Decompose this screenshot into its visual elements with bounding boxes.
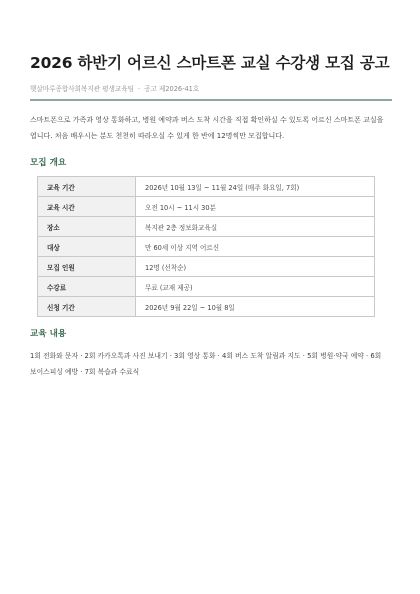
table-label: 모집 인원 xyxy=(38,257,136,277)
table-row xyxy=(38,217,375,237)
intro-paragraph: 스마트폰으로 가족과 영상 통화하고, 병원 예약과 버스 도착 시간을 직접 확인하실 수 있도록 어르신 스마트폰 교실을 엽니다. 처음 배우시는 분도 천천히 따라오실 수 있게 한 반에 12명씩만 모집합니다. xyxy=(30,116,384,140)
table-row xyxy=(38,197,375,217)
curriculum-text: 1회 전화와 문자 · 2회 카카오톡과 사진 보내기 · 3회 영상 통화 · 4회 버스 도착 알림과 지도 · 5회 병원·약국 예약 · 6회 보이스피싱 예방 · 7회 복습과 수료식 xyxy=(30,352,382,376)
page-title: 2026 하반기 어르신 스마트폰 교실 수강생 모집 공고 xyxy=(30,54,390,72)
table-value: 2026년 9월 22일 ~ 10월 8일 xyxy=(136,297,375,317)
notice-meta xyxy=(30,83,199,93)
table-row xyxy=(38,277,375,297)
curriculum-heading: 교육 내용 xyxy=(30,329,67,339)
table-value: 12명 (선착순) xyxy=(136,257,375,277)
table-row xyxy=(38,237,375,257)
table-label: 대상 xyxy=(38,237,136,257)
table-value: 오전 10시 ~ 11시 30분 xyxy=(136,197,375,217)
table-value: 무료 (교재 제공) xyxy=(136,277,375,297)
table-value: 2026년 10월 13일 ~ 11월 24일 (매주 화요일, 7회) xyxy=(136,177,375,197)
table-value: 만 60세 이상 지역 어르신 xyxy=(136,237,375,257)
table-row xyxy=(38,177,375,197)
table-label: 장소 xyxy=(38,217,136,237)
table-row xyxy=(38,257,375,277)
recruitment-table xyxy=(37,176,375,317)
table-label: 수강료 xyxy=(38,277,136,297)
table-row xyxy=(38,297,375,317)
table-value: 복지관 2층 정보화교육실 xyxy=(136,217,375,237)
header-divider xyxy=(30,99,392,101)
issuer-text: 햇살마루종합사회복지관 평생교육팀 xyxy=(30,85,135,93)
recruitment-heading: 모집 개요 xyxy=(30,158,67,168)
meta-separator: · xyxy=(138,85,141,93)
table-label: 교육 시간 xyxy=(38,197,136,217)
notice-number: 공고 제2026-41호 xyxy=(144,85,200,93)
table-label: 교육 기간 xyxy=(38,177,136,197)
table-label: 신청 기간 xyxy=(38,297,136,317)
